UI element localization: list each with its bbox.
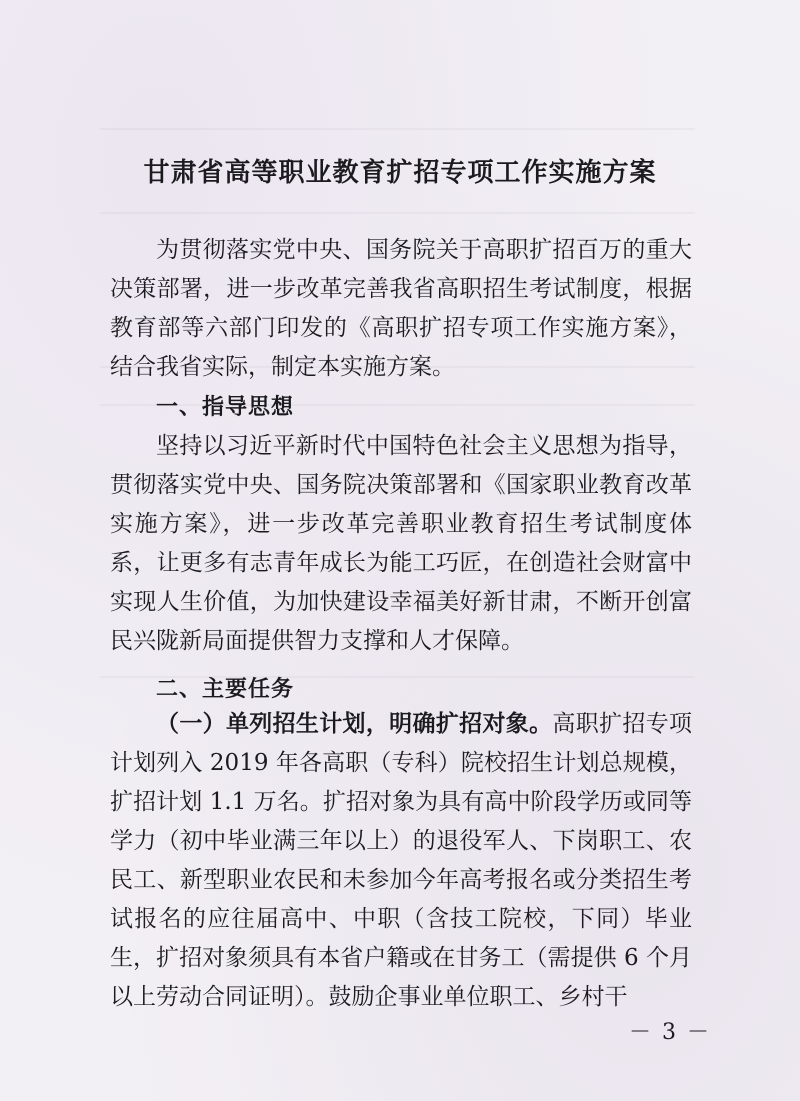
bleed-through-line	[100, 128, 695, 130]
bleed-through-line	[100, 212, 695, 214]
section-heading-guiding-ideology: 一、指导思想	[156, 395, 295, 420]
subsection-body: 高职扩招专项计划列入 2019 年各高职（专科）院校招生计划总规模，扩招计划 1.1 万名。扩招对象为具有高中阶段学历或同等学力（初中毕业满三年以上）的退役军人、下岗职工、农民工、新型职业农民和未参加今年高考报名或分类招生考试报名的应往届高中、中职（含技工院校，下同）毕业生，扩招对象须具有本省户籍或在甘务工（需提供 6 个月以上劳动合同证明）。鼓励企事业单位职工、乡村干	[110, 711, 693, 1010]
section-heading-main-tasks: 二、主要任务	[156, 677, 295, 702]
subsection-enrollment-plan-paragraph	[110, 705, 692, 1017]
intro-paragraph: 为贯彻落实党中央、国务院关于高职扩招百万的重大决策部署，进一步改革完善我省高职招生考试制度，根据教育部等六部门印发的《高职扩招专项工作实施方案》，结合我省实际，制定本实施方案。	[110, 237, 692, 380]
guiding-ideology-paragraph: 坚持以习近平新时代中国特色社会主义思想为指导，贯彻落实党中央、国务院决策部署和《国家职业教育改革实施方案》，进一步改革完善职业教育招生考试制度体系，让更多有志青年成长为能工巧匠，在创造社会财富中实现人生价值，为加快建设幸福美好新甘肃，不断开创富民兴陇新局面提供智力支撑和人才保障。	[110, 433, 692, 654]
subsection-lead: （一）单列招生计划，明确扩招对象。	[156, 711, 553, 737]
page-number: － 3 －	[629, 1020, 711, 1045]
document-title: 甘肃省高等职业教育扩招专项工作实施方案	[143, 158, 657, 188]
